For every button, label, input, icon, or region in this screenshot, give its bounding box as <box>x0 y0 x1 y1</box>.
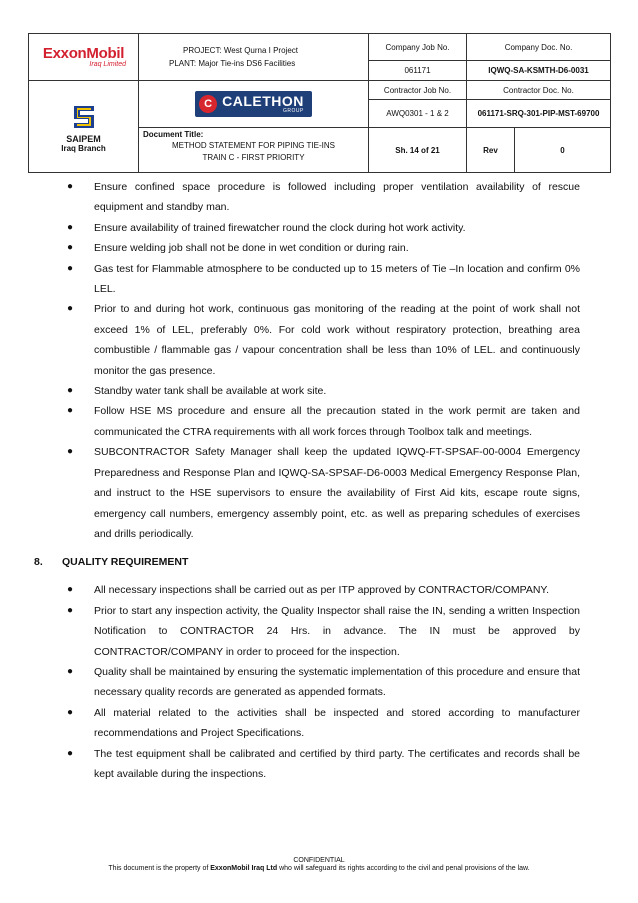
list-item-text: Prior to start any inspection activity, the Quality Inspector shall raise the IN, sending a written Inspection Notification to CONTRACTOR 24 Hrs. in advance. The IN must be approved by CONTRACTOR/COMPANY in order to proceed for the inspection. <box>94 604 580 658</box>
property-notice <box>0 865 638 872</box>
company-job-no: 061171 <box>369 61 467 81</box>
bullet-icon: ● <box>67 584 74 596</box>
section-heading <box>34 554 580 570</box>
list-item <box>62 601 580 662</box>
contractor-job-no-label: Contractor Job No. <box>369 81 467 100</box>
list-item-text: Quality shall be maintained by ensuring the systematic implementation of this procedure and ensure that necessary quality records are generated as appended formats. <box>94 665 580 699</box>
list-item-text: Standby water tank shall be available at work site. <box>94 385 327 398</box>
calethon-logo-subtext: GROUP <box>283 108 304 114</box>
notice-company: ExxonMobil Iraq Ltd <box>210 865 278 872</box>
bullet-icon: ● <box>67 747 74 759</box>
saipem-branch: Iraq Branch <box>61 144 106 153</box>
saipem-logo-icon <box>71 102 97 132</box>
list-item <box>62 744 580 785</box>
document-title-line-2: TRAIN C - FIRST PRIORITY <box>202 153 305 162</box>
document-body <box>34 177 580 784</box>
exxonmobil-logo-text: ExxonMobil <box>42 44 125 62</box>
list-item-text: All material related to the activities shall be inspected and stored according to manufacturer recommendations and Project Specifications. <box>94 706 580 740</box>
document-title-label: Document Title: <box>143 130 204 139</box>
list-item-text: Follow HSE MS procedure and ensure all the precaution stated in the work permit are taken and communicated the CTRA requirements with all work forces through Toolbox talk and meetings. <box>94 405 580 438</box>
list-item-text: Gas test for Flammable atmosphere to be conducted up to 15 meters of Tie –In location and confirm 0% LEL. <box>94 262 580 296</box>
list-item <box>62 218 580 238</box>
list-item <box>62 259 580 300</box>
document-title-line-1: METHOD STATEMENT FOR PIPING TIE-INS <box>172 141 335 150</box>
bullet-icon: ● <box>67 385 74 397</box>
list-item-text: SUBCONTRACTOR Safety Manager shall keep the updated IQWQ-FT-SPSAF-00-0004 Emergency Preparedness and Response Plan and IQWQ-SA-SPSAF-D6-0003 Medical Emergency Response Plan, and instruct to the HSE supervisors to ensure the availability of First Aid kits, escape route signs, emergency call numbers, emergency assembly point, etc. as well as preparing schedules of exercises and drills periodically. <box>94 446 580 540</box>
bullet-icon: ● <box>67 262 74 274</box>
bullet-icon: ● <box>67 181 74 192</box>
list-item <box>62 442 580 544</box>
contractor-job-no: AWQ0301 - 1 & 2 <box>369 100 467 128</box>
bullet-icon: ● <box>67 706 74 718</box>
document-header-table <box>28 33 611 173</box>
list-item <box>62 238 580 258</box>
list-item-text: Ensure confined space procedure is followed including proper ventilation availability of rescue equipment and standby man. <box>94 181 580 214</box>
section-number: 8. <box>34 556 43 569</box>
saipem-logo-cell <box>29 81 139 173</box>
calethon-logo-icon: C <box>199 95 217 113</box>
list-item <box>62 177 580 218</box>
bullet-icon: ● <box>67 221 74 233</box>
section-title: QUALITY REQUIREMENT <box>62 556 189 569</box>
list-item <box>62 662 580 703</box>
exxonmobil-logo-subtext: Iraq Limited <box>89 60 126 68</box>
bullet-icon: ● <box>67 303 74 315</box>
calethon-logo-text: CALETHON <box>222 93 304 109</box>
project-cell <box>139 34 369 81</box>
revision-value: 0 <box>515 128 611 173</box>
bullet-icon: ● <box>67 446 74 458</box>
bullet-icon: ● <box>67 665 74 677</box>
contractor-doc-no: 061171-SRQ-301-PIP-MST-69700 <box>467 100 611 128</box>
project-line: PROJECT: West Qurna I Project <box>183 46 298 55</box>
revision-label: Rev <box>467 128 515 173</box>
calethon-logo <box>195 91 312 117</box>
list-item-text: Ensure availability of trained firewatcher round the clock during hot work activity. <box>94 221 466 234</box>
quality-bullet-list <box>62 580 580 784</box>
calethon-logo-cell <box>139 81 369 128</box>
list-item <box>62 381 580 401</box>
list-item <box>62 580 580 600</box>
list-item <box>62 703 580 744</box>
saipem-name: SAIPEM <box>66 134 101 144</box>
list-item-text: Prior to and during hot work, continuous gas monitoring of the reading at the point of work shall not exceed 1% of LEL, preferably 0%. For cold work without respiratory protection, breathing area combustible / flammable gas / vapour concentration shall be less than 10% of LEL. and continuously monitor the gas presence. <box>94 303 580 377</box>
notice-text-post: who will safeguard its rights according to the civil and penal provisions of the law. <box>277 865 530 872</box>
company-doc-no-label: Company Doc. No. <box>467 34 611 61</box>
confidential-label: CONFIDENTIAL <box>293 857 345 864</box>
list-item-text: All necessary inspections shall be carried out as per ITP approved by CONTRACTOR/COMPANY. <box>94 584 549 597</box>
bullet-icon: ● <box>67 604 74 616</box>
exxonmobil-logo <box>29 34 139 81</box>
list-item <box>62 299 580 381</box>
hse-bullet-list <box>62 177 580 544</box>
notice-text-pre: This document is the property of <box>108 865 211 872</box>
company-job-no-label: Company Job No. <box>369 34 467 61</box>
plant-line: PLANT: Major Tie-ins DS6 Facilities <box>169 59 296 68</box>
list-item-text: The test equipment shall be calibrated and certified by third party. The certificates and records shall be kept available during the inspections. <box>94 747 580 780</box>
contractor-doc-no-label: Contractor Doc. No. <box>467 81 611 100</box>
list-item <box>62 401 580 442</box>
sheet-number: Sh. 14 of 21 <box>369 128 467 173</box>
bullet-icon: ● <box>67 242 74 254</box>
document-title-cell <box>139 128 369 173</box>
bullet-icon: ● <box>67 405 74 417</box>
company-doc-no: IQWQ-SA-KSMTH-D6-0031 <box>467 61 611 81</box>
page-footer <box>0 857 638 872</box>
list-item-text: Ensure welding job shall not be done in wet condition or during rain. <box>94 242 409 255</box>
